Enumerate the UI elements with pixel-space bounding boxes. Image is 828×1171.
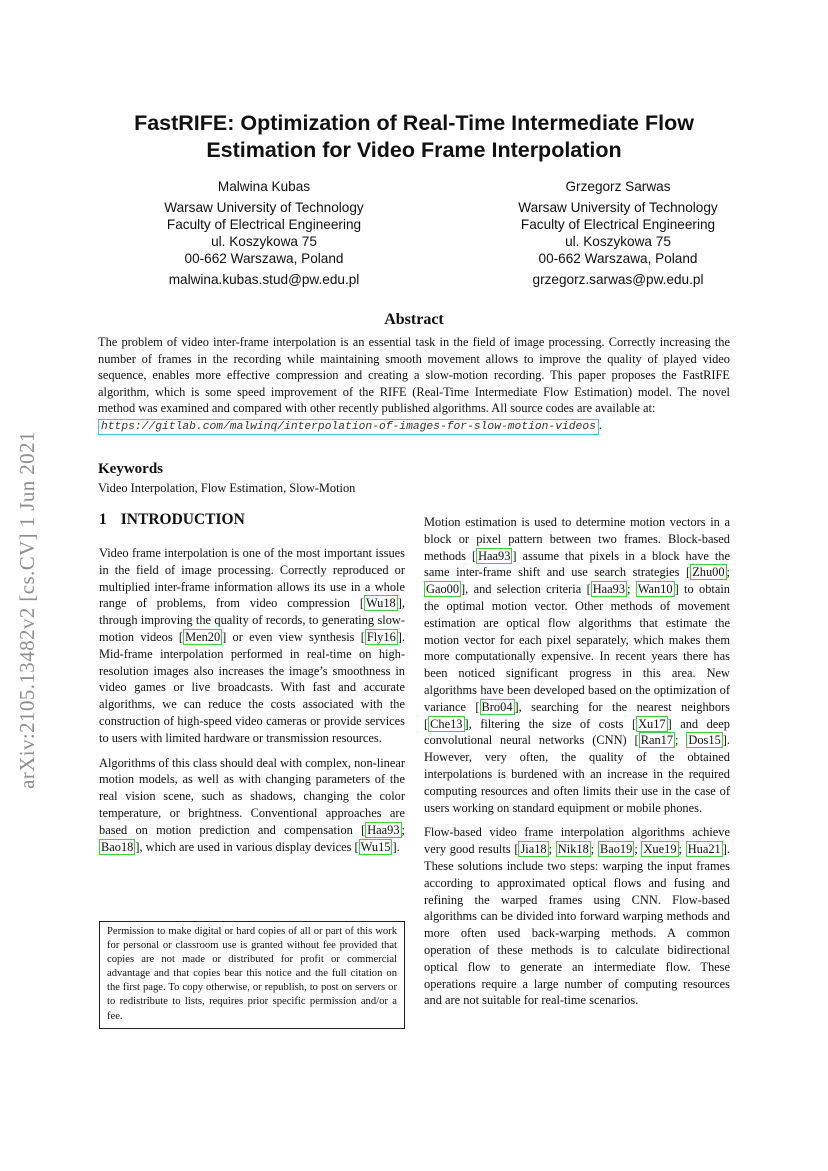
paragraph-text: ;: [634, 842, 642, 857]
paragraph-text: ;: [590, 842, 598, 857]
citation-link[interactable]: Dos15: [688, 733, 721, 748]
paragraph-text: ] to obtain the optimal motion vector. Other methods of movement estimation are optical flow algorithms that estimate the motion vector for each pixel separately, which makes them more computationally expensive. In recent years there has been noticed significant progress in this area. New algorithms have been developed based on the optimization of variance [: [424, 582, 730, 714]
affiliation-line: ul. Koszykowa 75: [211, 234, 317, 249]
paragraph-text: Motion estimation is used to determine motion vectors in a block or pixel pattern between two frames. Block-based methods [: [424, 515, 730, 563]
affiliation-line: ul. Koszykowa 75: [565, 234, 671, 249]
title-block: [98, 110, 730, 164]
affiliation-line: 00-662 Warszawa, Poland: [184, 251, 344, 266]
paragraph-text: ].: [392, 839, 400, 854]
paragraph-text: Flow-based video frame interpolation algorithms achieve very good results [: [424, 825, 730, 857]
author-email[interactable]: grzegorz.sarwas@pw.edu.pl: [532, 272, 704, 287]
source-code-link[interactable]: https://gitlab.com/malwinq/interpolation-of-images-for-slow-motion-videos: [98, 419, 599, 435]
body-paragraph: [424, 824, 730, 1009]
paragraph-text: ] and deep convolutional neural networks (CNN) [: [424, 716, 730, 748]
abstract-heading: Abstract: [384, 311, 444, 328]
citation-link[interactable]: Xue19: [643, 842, 677, 857]
paragraph-text: ] or even view synthesis [: [222, 629, 365, 644]
paragraph-text: ;: [726, 565, 730, 580]
body-paragraph: [424, 514, 730, 816]
author-block-2: [488, 178, 748, 288]
paragraph-text: ;: [627, 582, 636, 597]
citation-link[interactable]: Wan10: [637, 582, 673, 597]
abstract-body: [98, 334, 730, 435]
author-email[interactable]: malwina.kubas.stud@pw.edu.pl: [168, 272, 360, 287]
paragraph-text: ] assume that pixels in a block have the same inter-frame shift and use search strategies [: [424, 548, 730, 580]
citation-link[interactable]: Bao18: [101, 839, 134, 854]
paragraph-text: ]. However, very often, the quality of the obtained interpolations is burdened with an increase in the required computing resources and often limits their use in the case of users working on standard equipment or mobile phones.: [424, 733, 730, 815]
citation-link[interactable]: Wu15: [360, 839, 391, 854]
author-name: Malwina Kubas: [217, 179, 311, 194]
citation-link[interactable]: Hua21: [687, 842, 721, 857]
paragraph-text: ], and selection criteria [: [461, 582, 591, 597]
citation-link[interactable]: Bro04: [481, 699, 513, 714]
paragraph-text: ], searching for the nearest neighbors [: [424, 699, 730, 731]
citation-link[interactable]: Wu18: [365, 596, 396, 611]
citation-link[interactable]: Zhu00: [692, 565, 725, 580]
link-suffix: .: [598, 417, 602, 432]
paragraph-text: ]. These solutions include two steps: warping the input frames according to approximated optical flows and fusing and refining the warped frames using CNN. Flow-based algorithms can be divided into forward warping methods and more often used back-warping methods. A common operation of these methods is to calculate bidirectional optical flow to generate an intermediate flow. These operations require a large number of computing resources and are not suitable for real-time scenarios.: [424, 842, 730, 1008]
citation-link[interactable]: Gao00: [426, 582, 460, 597]
paragraph-text: Video frame interpolation is one of the most important issues in the field of image processing. Correctly reproduced or multiplied inter-frame information allows its use in a whole range of problems, from video compression [: [99, 546, 405, 611]
section-heading: [99, 511, 245, 529]
left-column: [99, 545, 405, 863]
citation-link[interactable]: Bao19: [599, 842, 633, 857]
paragraph-text: ], through improving the quality of records, to generating slow-motion videos [: [99, 596, 405, 644]
citation-link[interactable]: Haa93: [592, 582, 626, 597]
section-title: INTRODUCTION: [120, 511, 245, 528]
body-paragraph: [99, 545, 405, 747]
right-column: [424, 514, 730, 1017]
affiliation-line: 00-662 Warszawa, Poland: [538, 251, 698, 266]
citation-link[interactable]: Xu17: [638, 716, 666, 731]
paragraph-text: ]. Mid-frame interpolation performed in real-time on high-resolution images also increases the image’s smoothness in video games or live broadcasts. With fast and accurate algorithms, we can reduce the costs associated with the construction of high-speed video cameras or provide services to users with limited hardware or transmission resources.: [99, 629, 405, 745]
paper-title: FastRIFE: Optimization of Real-Time Intermediate Flow Estimation for Video Frame Interpolation: [134, 111, 694, 162]
citation-link[interactable]: Nik18: [557, 842, 589, 857]
affiliation-line: Faculty of Electrical Engineering: [166, 217, 362, 232]
abstract-text: The problem of video inter-frame interpolation is an essential task in the field of image processing. Correctly increasing the number of frames in the recording while maintaining smooth movement allows to improve the quality of played video sequence, enables more effective compression and creating a slow-motion recording. This paper proposes the FastRIFE algorithm, which is some speed improvement of the RIFE (Real-Time Intermediate Flow Estimation) model. The novel method was examined and compared with other recently published algorithms. All source codes are available at:: [98, 335, 730, 416]
affiliation-line: Warsaw University of Technology: [164, 200, 364, 215]
paragraph-text: ;: [675, 733, 687, 748]
keywords-heading: Keywords: [98, 461, 163, 477]
section-number: 1: [99, 511, 107, 528]
paragraph-text: ;: [401, 822, 405, 837]
paragraph-text: ;: [548, 842, 556, 857]
paragraph-text: ], which are used in various display devices [: [135, 839, 359, 854]
citation-link[interactable]: Men20: [185, 629, 221, 644]
author-block-1: [134, 178, 394, 288]
affiliation-line: Faculty of Electrical Engineering: [520, 217, 716, 232]
paragraph-text: ], filtering the size of costs [: [464, 716, 637, 731]
citation-link[interactable]: Jia18: [520, 842, 547, 857]
citation-link[interactable]: Fly16: [366, 629, 396, 644]
body-paragraph: [99, 755, 405, 856]
citation-link[interactable]: Che13: [430, 716, 463, 731]
citation-link[interactable]: Ran17: [640, 733, 674, 748]
arxiv-identifier-stamp: arXiv:2105.13482v2 [cs.CV] 1 Jun 2021: [15, 431, 39, 789]
keywords-list: Video Interpolation, Flow Estimation, Slow-Motion: [98, 481, 356, 495]
author-affiliation: [488, 199, 748, 267]
paragraph-text: Algorithms of this class should deal with complex, non-linear motion models, as well as with changing parameters of the real vision scene, such as shadows, changing the color temperature, or brightness. Conventional approaches are based on motion prediction and compensation [: [99, 755, 405, 837]
author-affiliation: [134, 199, 394, 267]
author-name: Grzegorz Sarwas: [565, 179, 671, 194]
affiliation-line: Warsaw University of Technology: [518, 200, 718, 215]
permission-notice-box: Permission to make digital or hard copies of all or part of this work for personal or classroom use is granted without fee provided that copies are not made or distributed for profit or commercial advantage and that copies bear this notice and the full citation on the first page. To copy otherwise, or republish, to post on servers or to redistribute to lists, requires prior specific permission and/or a fee.: [99, 921, 405, 1029]
citation-link[interactable]: Haa93: [367, 822, 400, 837]
paragraph-text: ;: [678, 842, 686, 857]
citation-link[interactable]: Haa93: [478, 548, 511, 563]
